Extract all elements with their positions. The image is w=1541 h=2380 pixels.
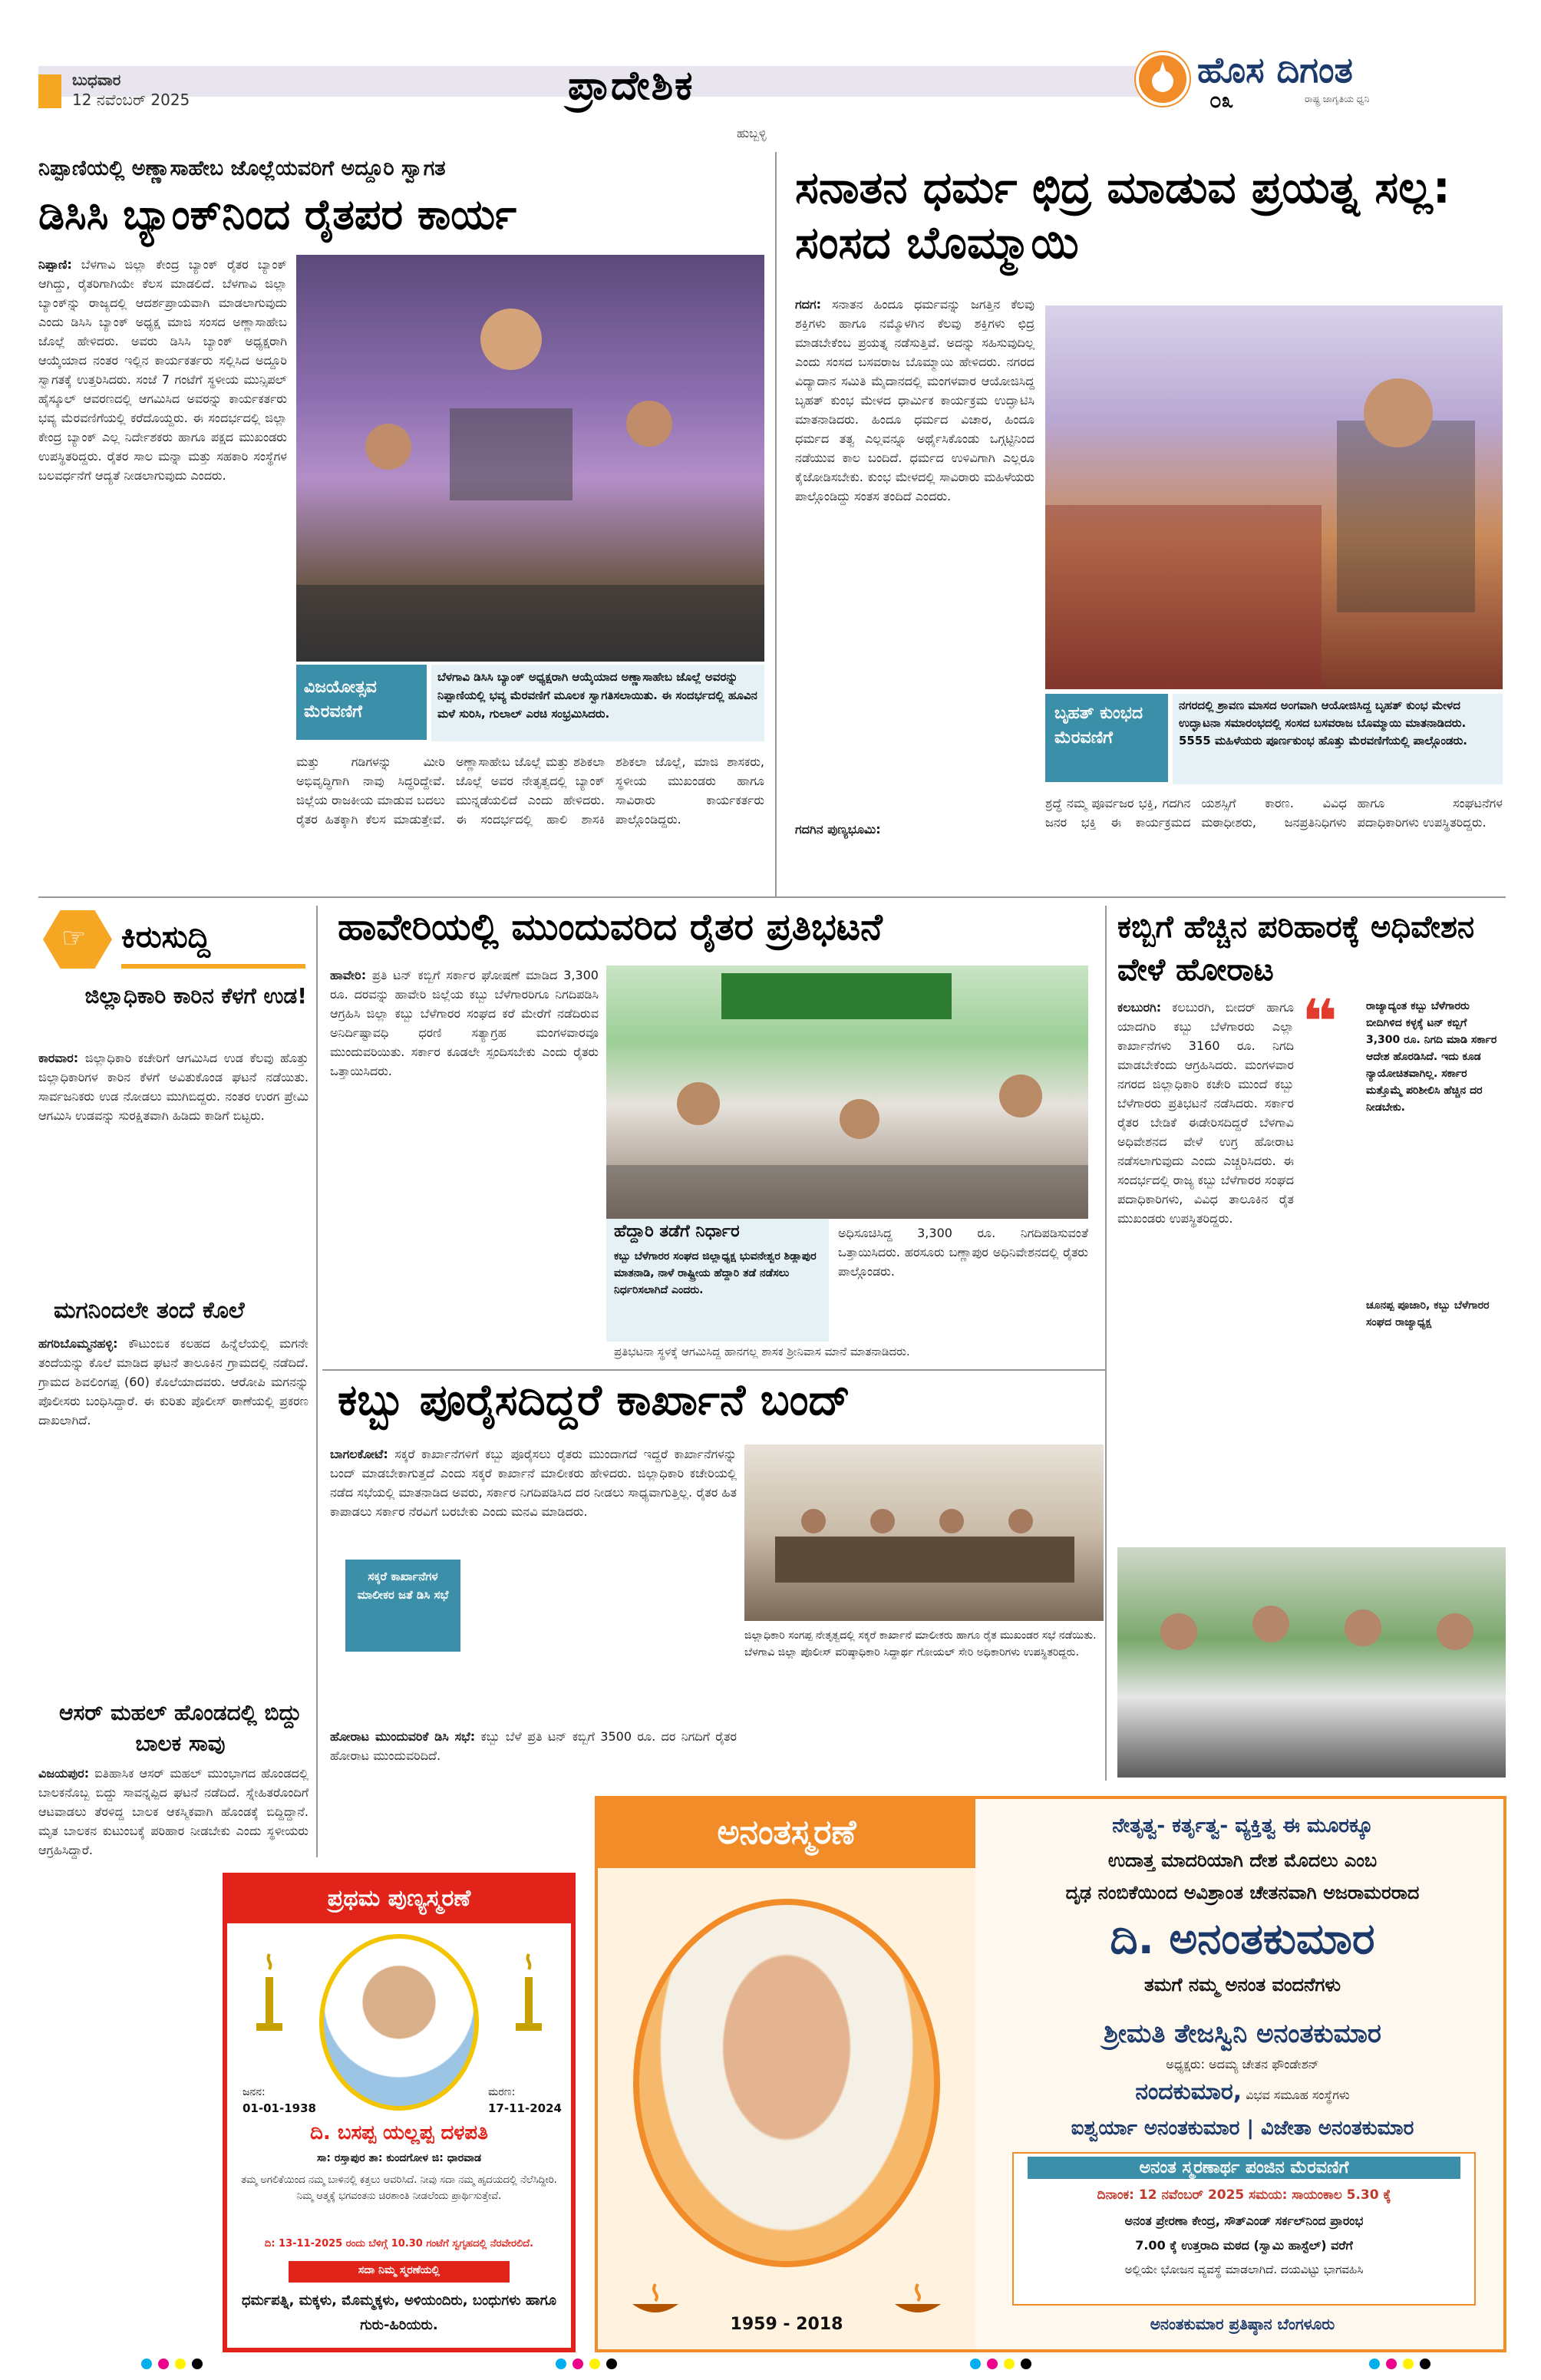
son-role: ವಿಭವ ಸಮೂಹ ಸಂಸ್ಥೆಗಳು <box>1246 2088 1350 2102</box>
died-date: 17-11-2024 <box>488 2101 562 2115</box>
story-bagalkot <box>322 1375 1105 1790</box>
event-place: ಅನಂತ ಪ್ರೇರಣಾ ಕೇಂದ್ರ, ಸೌತ್‌ಎಂಡ್ ಸರ್ಕಲ್‌ನಿಂದ ಪ್ರಾರಂಭ <box>1124 2213 1364 2228</box>
story-body-col2: ಅಧಿಸೂಚಿಸಿದ್ದ 3,300 ರೂ. ನಿಗದಿಪಡಿಸುವಂತೆ ಒತ್ತಾಯಿಸಿದರು. ಹರಸೂರು ಬಣ್ಣಾಪುರ ಅಧಿನಿವೇಶನದಲ್ಲಿ ರೈತರು ಪಾಲ್ಗೊಂಡರು. <box>838 1226 1088 1279</box>
son-label: ನಂದಕುಮಾರ, <box>1135 2078 1242 2105</box>
organizer: ಅನಂತಕುಮಾರ ಪ್ರತಿಷ್ಠಾನ ಬೆಂಗಳೂರು <box>1150 2315 1335 2333</box>
story-haveri <box>322 906 1097 1366</box>
kiru-title: ಕಿರುಸುದ್ದಿ <box>121 919 211 955</box>
ad-title: ಪ್ರಥಮ ಪುಣ್ಯಸ್ಮರಣೆ <box>327 1885 471 1912</box>
story-headline: ಕಬ್ಬು ಪೂರೈಸದಿದ್ದರೆ ಕಾರ್ಖಾನೆ ಬಂದ್ <box>338 1375 850 1425</box>
section-title: ಪ್ರಾದೇಶಿಕ <box>568 63 695 109</box>
color-dot <box>1021 2359 1031 2369</box>
brand-tagline: ರಾಷ್ಟ್ರ ಜಾಗೃತಿಯ ಧ್ವನಿ <box>1305 94 1370 104</box>
protest-photo <box>606 966 1088 1219</box>
photo-caption: ಜಿಲ್ಲಾಧಿಕಾರಿ ಸಂಗಪ್ಪ ನೇತೃತ್ವದಲ್ಲಿ ಸಕ್ಕರೆ ಕಾರ್ಖಾನೆ ಮಾಲೀಕರು ಹಾಗೂ ರೈತ ಮುಖಂಡರ ಸಭೆ ನಡೆಯಿತು. ಬೆಳಗಾವಿ ಜಿಲ್ಲಾ ಪೊಲೀಸ್ ವರಿಷ್ಠಾಧಿಕಾರಿ ಸಿದ್ದಾರ್ಥ ಗೋಯಲ್ ಸೇರಿ ಅಧಿಕಾರಿಗಳು ಉಪಸ್ಥಿತರಿದ್ದರು. <box>744 1629 1097 1659</box>
column-rule <box>316 906 318 1857</box>
brief-dateline: ವಿಜಯಪುರ: <box>38 1766 90 1781</box>
ad-event: ದಿ: 13-11-2025 ರಂದು ಬೆಳಿಗ್ಗೆ 10.30 ಗಂಟೆಗೆ ಸ್ವಗೃಹದಲ್ಲಿ ನೆರವೇರಲಿದೆ. <box>264 2238 534 2250</box>
header-divider <box>38 74 61 108</box>
color-dot <box>1004 2359 1015 2369</box>
photo-caption: ಬೆಳಗಾವಿ ಡಿಸಿಸಿ ಬ್ಯಾಂಕ್ ಅಧ್ಯಕ್ಷರಾಗಿ ಆಯ್ಕೆಯಾದ ಅಣ್ಣಾಸಾಹೇಬ ಜೊಲ್ಲೆ ಅವರನ್ನು ನಿಪ್ಪಾಣಿಯಲ್ಲಿ ಭವ್ಯ ಮೆರವಣಿಗೆ ಮೂಲಕ ಸ್ವಾಗತಿಸಲಾಯಿತು. ಈ ಸಂದರ್ಭದಲ್ಲಿ ಹೂವಿನ ಮಳೆ ಸುರಿಸಿ, ಗುಲಾಲ್ ಎರಚಿ ಸಂಭ್ರಮಿಸಿದರು. <box>431 665 764 741</box>
brief-headline: ಜಿಲ್ಲಾಧಿಕಾರಿ ಕಾರಿನ ಕೆಳಗೆ ಉಡ! <box>84 983 307 1008</box>
story-body: ಸನಾತನ ಹಿಂದೂ ಧರ್ಮವನ್ನು ಜಗತ್ತಿನ ಕೆಲವು ಶಕ್ತಿಗಳು ಹಾಗೂ ನಮ್ಮೊಳಗಿನ ಕೆಲವು ಶಕ್ತಿಗಳು ಛಿದ್ರ ಮಾಡಬೇಕೆಂಬ ಪ್ರಯತ್ನ ನಡೆಸುತ್ತಿವೆ. ಅದನ್ನು ಸಹಿಸುವುದಿಲ್ಲ ಎಂದು ಸಂಸದ ಬಸವರಾಜ ಬೊಮ್ಮಾಯಿ ಹೇಳಿದರು. ನಗರದ ವಿದ್ಯಾದಾನ ಸಮಿತಿ ಮೈದಾನದಲ್ಲಿ ಮಂಗಳವಾರ ಆಯೋಜಿಸಿದ್ದ ಬೃಹತ್ ಕುಂಭ ಮೇಳದ ಧಾರ್ಮಿಕ ಕಾರ್ಯಕ್ರಮ ಉದ್ಘಾಟಿಸಿ ಮಾತನಾಡಿದರು. ಹಿಂದೂ ಧರ್ಮದ ವಿಚಾರ, ಹಿಂದೂ ಧರ್ಮದ ತತ್ವ ಎಲ್ಲವನ್ನೂ ಅರ್ಥೈಸಿಕೊಂಡು ಒಗ್ಗಟ್ಟಿನಿಂದ ನಡೆಯುವ ಕಾಲ ಬಂದಿದೆ. ಧರ್ಮದ ಉಳಿವಿಗಾಗಿ ಎಲ್ಲರೂ ಕೈಜೋಡಿಸಬೇಕು. ಕುಂಭ ಮೇಳದಲ್ಲಿ ಸಾವಿರಾರು ಮಹಿಳೆಯರು ಪಾಲ್ಗೊಂಡಿದ್ದು ಸಂತಸ ತಂದಿದೆ ಎಂದರು. <box>795 297 1034 503</box>
photo-caption: ಕಬ್ಬು ಬೆಳೆಗಾರರ ಸಂಘದ ಜಿಲ್ಲಾಧ್ಯಕ್ಷ ಭುವನೇಶ್ವರ ಶಿಡ್ಲಾಪುರ ಮಾತನಾಡಿ, ನಾಳೆ ರಾಷ್ಟ್ರೀಯ ಹೆದ್ದಾರಿ ತಡೆ ನಡೆಸಲು ನಿರ್ಧರಿಸಲಾಗಿದೆ ಎಂದರು. <box>614 1250 817 1296</box>
section-rule <box>38 896 1506 898</box>
section-rule <box>322 1369 1105 1371</box>
story-body: ಕಲಬುರಗಿ, ಬೀದರ್ ಹಾಗೂ ಯಾದಗಿರಿ ಕಬ್ಬು ಬೆಳೆಗಾರರು ಎಲ್ಲಾ ಕಾರ್ಖಾನೆಗಳು 3160 ರೂ. ನಿಗದಿ ಮಾಡಬೇಕೆಂದು ಆಗ್ರಹಿಸಿದರು. ಮಂಗಳವಾರ ನಗರದ ಜಿಲ್ಲಾಧಿಕಾರಿ ಕಚೇರಿ ಮುಂದೆ ಕಬ್ಬು ಬೆಳೆಗಾರರು ಪ್ರತಿಭಟನೆ ನಡೆಸಿದರು. ಸರ್ಕಾರ ರೈತರ ಬೇಡಿಕೆ ಈಡೇರಿಸದಿದ್ದರೆ ಬೆಳಗಾವಿ ಅಧಿವೇಶನದ ವೇಳೆ ಉಗ್ರ ಹೋರಾಟ ನಡೆಸಲಾಗುವುದು ಎಂದು ಎಚ್ಚರಿಸಿದರು. ಈ ಸಂದರ್ಭದಲ್ಲಿ ರಾಜ್ಯ ಕಬ್ಬು ಬೆಳೆಗಾರರ ಸಂಘದ ಪದಾಧಿಕಾರಿಗಳು, ವಿವಿಧ ತಾಲೂಕಿನ ರೈತ ಮುಖಂಡರು ಉಪಸ್ಥಿತರಿದ್ದರು. <box>1117 1000 1294 1226</box>
son-name <box>982 2078 1503 2105</box>
caption-tag: ವಿಜಯೋತ್ಸವ ಮೆರವಣಿಗೆ <box>304 678 377 721</box>
brand-logo-icon <box>1136 52 1190 106</box>
story-extra <box>795 820 1034 896</box>
brief-body <box>38 1334 309 1695</box>
kiru-title-underline <box>121 964 305 969</box>
color-dot <box>158 2359 169 2369</box>
lamp-icon <box>250 1946 289 2038</box>
color-dot <box>987 2359 998 2369</box>
procession-photo <box>296 255 764 662</box>
portrait <box>319 1934 479 2111</box>
story-body: ಪ್ರತಿ ಟನ್ ಕಬ್ಬಿಗೆ ಸರ್ಕಾರ ಘೋಷಣೆ ಮಾಡಿದ 3,300 ರೂ. ದರವನ್ನು ಹಾವೇರಿ ಜಿಲ್ಲೆಯ ಕಬ್ಬು ಬೆಳೆಗಾರರಿಗೂ ನಿಗದಿಪಡಿಸಿ ಆಗ್ರಹಿಸಿ ಜಿಲ್ಲಾ ಕಬ್ಬು ಬೆಳೆಗಾರರ ಸಂಘದ ಕರೆ ಮೇರೆಗೆ ನಡೆದಿರುವ ಅನಿರ್ದಿಷ್ಟಾವಧಿ ಧರಣಿ ಸತ್ಯಾಗ್ರಹ ಮಂಗಳವಾರವೂ ಮುಂದುವರಿಯಿತು. ಸರ್ಕಾರ ಕೂಡಲೇ ಸ್ಪಂದಿಸಬೇಕು ಎಂದು ರೈತರು ಒತ್ತಾಯಿಸಿದರು. <box>330 968 599 1078</box>
wife-name: ಶ್ರೀಮತಿ ತೇಜಸ್ವಿನಿ ಅನಂತಕುಮಾರ <box>1104 2019 1381 2049</box>
color-dot <box>589 2359 600 2369</box>
years: 1959 - 2018 <box>730 2315 843 2334</box>
event-time: 7.00 ಕ್ಕೆ ಉತ್ತರಾದಿ ಮಠದ (ಸ್ವಾಮಿ ಹಾಸ್ಟೆಲ್) ವರೆಗೆ <box>1135 2238 1353 2253</box>
tribute-ad <box>595 1796 1506 2352</box>
brief-text: ಐತಿಹಾಸಿಕ ಆಸರ್ ಮಹಲ್ ಮುಂಭಾಗದ ಹೊಂಡದಲ್ಲಿ ಬಾಲಕನೊಬ್ಬ ಬಿದ್ದು ಸಾವನ್ನಪ್ಪಿದ ಘಟನೆ ನಡೆದಿದೆ. ಸ್ನೇಹಿತರೊಂದಿಗೆ ಆಟವಾಡಲು ತೆರಳಿದ್ದ ಬಾಲಕ ಆಕಸ್ಮಿಕವಾಗಿ ಹೊಂಡಕ್ಕೆ ಬಿದ್ದಿದ್ದಾನೆ. ಮೃತ ಬಾಲಕನ ಕುಟುಂಬಕ್ಕೆ ಪರಿಹಾರ ನೀಡಬೇಕು ಎಂದು ಸ್ಥಳೀಯರು ಆಗ್ರಹಿಸಿದ್ದಾರೆ. <box>38 1766 309 1857</box>
caption-tag: ಸಕ್ಕರೆ ಕಾರ್ಖಾನೆಗಳ ಮಾಲೀಕರ ಜತೆ ಡಿಸಿ ಸಭೆ <box>357 1570 449 1602</box>
tribute-line: ಉದಾತ್ತ ಮಾದರಿಯಾಗಿ ದೇಶ ಮೊದಲು ಎಂಬ <box>1107 1850 1378 1871</box>
story-body-col1 <box>795 295 1034 893</box>
wife-role: ಅಧ್ಯಕ್ಷರು: ಅದಮ್ಯ ಚೇತನ ಫೌಂಡೇಶನ್ <box>1166 2057 1319 2071</box>
extra-label: ಗದಗಿನ ಪುಣ್ಯಭೂಮಿ: <box>795 822 881 837</box>
story-dateline: ಹಾವೇರಿ: <box>330 968 367 982</box>
pointing-hand-icon: ☞ <box>61 923 87 954</box>
ad-family: ಧರ್ಮಪತ್ನಿ, ಮಕ್ಕಳು, ಮೊಮ್ಮಕ್ಕಳು, ಅಳಿಯಂದಿರು, ಬಂಧುಗಳು ಹಾಗೂ ಗುರು-ಹಿರಿಯರು. <box>242 2293 556 2333</box>
story-body-col2: ಮತ್ತು ಗಡಿಗಳನ್ನು ಮೀರಿ ಅಭಿವೃದ್ಧಿಗಾಗಿ ನಾವು ಸಿದ್ಧರಿದ್ದೇವೆ. ಜಿಲ್ಲೆಯ ರಾಜಕೀಯ ಮಾಡುವ ಬದಲು ರೈತರ ಹಿತಕ್ಕಾಗಿ ಕೆಲಸ ಮಾಡುತ್ತೇವೆ. ಅಣ್ಣಾಸಾಹೇಬ ಜೊಲ್ಲೆ ಮತ್ತು ಶಶಿಕಲಾ ಜೊಲ್ಲೆ ಅವರ ನೇತೃತ್ವದಲ್ಲಿ ಬ್ಯಾಂಕ್ ಮುನ್ನಡೆಯಲಿದೆ ಎಂದು ಹೇಳಿದರು. ಈ ಸಂದರ್ಭದಲ್ಲಿ ಹಾಲಿ ಶಾಸಕಿ ಶಶಿಕಲಾ ಜೊಲ್ಲೆ, ಮಾಜಿ ಶಾಸಕರು, ಸ್ಥಳೀಯ ಮುಖಂಡರು ಹಾಗೂ ಸಾವಿರಾರು ಕಾರ್ಯಕರ್ತರು ಪಾಲ್ಗೊಂಡಿದ್ದರು. <box>296 754 764 827</box>
color-dot <box>1403 2359 1414 2369</box>
header-city: ಹುಬ್ಬಳ್ಳಿ <box>737 126 767 140</box>
deceased-place: ಸಾ: ರಸ್ತಾಪುರ ತಾ: ಕುಂದಗೋಳ ಜಿ: ಧಾರವಾಡ <box>316 2152 482 2164</box>
brand-block <box>1136 49 1458 111</box>
photo-caption: ಪ್ರತಿಭಟನಾ ಸ್ಥಳಕ್ಕೆ ಆಗಮಿಸಿದ್ದ ಹಾನಗಲ್ಲ ಶಾಸಕ ಶ್ರೀನಿವಾಸ ಮಾನೆ ಮಾತನಾಡಿದರು. <box>614 1345 910 1358</box>
event-title: ಅನಂತ ಸ್ಮರಣಾರ್ಥ ಪಂಜಿನ ಮೆರವಣಿಗೆ <box>1028 2157 1460 2179</box>
meeting-photo <box>744 1444 1104 1621</box>
story-dateline: ಕಲಬುರಗಿ: <box>1117 1000 1162 1015</box>
page-number: ೦೩ <box>1209 87 1234 113</box>
story-dateline: ನಿಪ್ಪಾಣಿ: <box>38 257 72 272</box>
color-dot <box>192 2359 203 2369</box>
obituary-ad <box>223 1873 576 2352</box>
born-date: 01-01-1938 <box>243 2101 316 2115</box>
event-date: ದಿನಾಂಕ: 12 ನವೆಂಬರ್ 2025 ಸಮಯ: ಸಾಯಂಕಾಲ 5.30 ಕ್ಕೆ <box>1097 2187 1391 2203</box>
caption-head: ಹೆದ್ದಾರಿ ತಡೆಗೆ ನಿರ್ಧಾರ <box>614 1222 740 1241</box>
story-body-col2: ಶ್ರದ್ಧೆ ನಮ್ಮ ಪೂರ್ವಜರ ಭಕ್ತಿ, ಗದಗಿನ ಜನರ ಭಕ್ತಿ ಈ ಕಾರ್ಯಕ್ರಮದ ಯಶಸ್ಸಿಗೆ ಕಾರಣ. ವಿವಿಧ ಮಠಾಧೀಶರು, ಜನಪ್ರತಿನಿಧಿಗಳು ಹಾಗೂ ಸಂಘಟನೆಗಳ ಪದಾಧಿಕಾರಿಗಳು ಉಪಸ್ಥಿತರಿದ್ದರು. <box>1045 796 1503 830</box>
deceased-name: ದಿ. ಬಸಪ್ಪ ಯಲ್ಲಪ್ಪ ದಳಪತಿ <box>310 2121 488 2144</box>
column-rule <box>1105 906 1107 1781</box>
color-dot <box>1369 2359 1380 2369</box>
color-dot <box>573 2359 583 2369</box>
registration-marks <box>138 2358 206 2372</box>
color-dot <box>606 2359 617 2369</box>
brief-dateline: ಹಗರಿಬೊಮ್ಮನಹಳ್ಳಿ: <box>38 1336 118 1351</box>
registration-marks <box>1366 2358 1434 2372</box>
column-rule <box>775 152 777 896</box>
brief-headline: ಆಸರ್ ಮಹಲ್ ಹೊಂಡದಲ್ಲಿ ಬಿದ್ದು ಬಾಲಕ ಸಾವು <box>59 1700 302 1756</box>
brief-headline: ಮಗನಿಂದಲೇ ತಂದೆ ಕೊಲೆ <box>54 1297 245 1324</box>
brief-text: ಕೌಟುಂಬಿಕ ಕಲಹದ ಹಿನ್ನೆಲೆಯಲ್ಲಿ ಮಗನೇ ತಂದೆಯನ್ನು ಕೊಲೆ ಮಾಡಿದ ಘಟನೆ ತಾಲೂಕಿನ ಗ್ರಾಮದಲ್ಲಿ ನಡೆದಿದೆ. ಗ್ರಾಮದ ಶಿವಲಿಂಗಪ್ಪ (60) ಕೊಲೆಯಾದವರು. ಆರೋಪಿ ಮಗನನ್ನು ಪೊಲೀಸರು ಬಂಧಿಸಿದ್ದಾರೆ. ಈ ಕುರಿತು ಪೊಲೀಸ್ ಠಾಣೆಯಲ್ಲಿ ಪ್ರಕರಣ ದಾಖಲಾಗಿದೆ. <box>38 1336 309 1428</box>
story-body: ಸಕ್ಕರೆ ಕಾರ್ಖಾನೆಗಳಿಗೆ ಕಬ್ಬು ಪೂರೈಸಲು ರೈತರು ಮುಂದಾಗದೆ ಇದ್ದರೆ ಕಾರ್ಖಾನೆಗಳನ್ನು ಬಂದ್ ಮಾಡಬೇಕಾಗುತ್ತದೆ ಎಂದು ಸಕ್ಕರೆ ಕಾರ್ಖಾನೆ ಮಾಲೀಕರು ಹೇಳಿದರು. ಜಿಲ್ಲಾಧಿಕಾರಿ ಕಚೇರಿಯಲ್ಲಿ ನಡೆದ ಸಭೆಯಲ್ಲಿ ಮಾತನಾಡಿದ ಅವರು, ಸರ್ಕಾರ ನಿಗದಿಪಡಿಸಿದ ದರ ನೀಡಲು ಸಾಧ್ಯವಾಗುತ್ತಿಲ್ಲ. ರೈತರ ಹಿತ ಕಾಪಾಡಲು ಸರ್ಕಾರ ನೆರವಿಗೆ ಬರಬೇಕು ಎಂದು ಮನವಿ ಮಾಡಿದರು. <box>330 1447 737 1519</box>
brief-body <box>38 1048 309 1294</box>
header-day: ಬುಧವಾರ <box>72 71 121 89</box>
story-headline: ಕಬ್ಬಿಗೆ ಹೆಚ್ಚಿನ ಪರಿಹಾರಕ್ಕೆ ಅಧಿವೇಶನ ವೇಳೆ ಹೋರಾಟ <box>1117 909 1475 988</box>
header-date: 12 ನವೆಂಬರ್ 2025 <box>72 91 190 109</box>
lamp-icon <box>510 1946 548 2038</box>
tribute-line: ದೃಢ ನಂಬಿಕೆಯಿಂದ ಅವಿಶ್ರಾಂತ ಚೇತನವಾಗಿ ಅಜರಾಮರರಾದ <box>1065 1882 1420 1903</box>
story-dateline: ಬಾಗಲಕೋಟೆ: <box>330 1447 388 1461</box>
died-label: ಮರಣ: <box>488 2086 516 2098</box>
masthead <box>0 0 1541 140</box>
ad-wish: ಸದಾ ನಿಮ್ಮ ಸ್ಮರಣೆಯಲ್ಲಿ <box>358 2264 441 2276</box>
ad-title: ಅನಂತಸ್ಮರಣೆ <box>717 1813 856 1852</box>
story-headline: ಡಿಸಿಸಿ ಬ್ಯಾಂಕ್‌ನಿಂದ ರೈತಪರ ಕಾರ್ಯ <box>38 190 517 239</box>
brief-text: ಜಿಲ್ಲಾಧಿಕಾರಿ ಕಚೇರಿಗೆ ಆಗಮಿಸಿದ ಉಡ ಕೆಲವು ಹೊತ್ತು ಜಿಲ್ಲಾಧಿಕಾರಿಗಳ ಕಾರಿನ ಕೆಳಗೆ ಅವಿತುಕೊಂಡ ಘಟನೆ ನಡೆಯಿತು. ಸಾರ್ವಜನಿಕರು ಉಡ ನೋಡಲು ಮುಗಿಬಿದ್ದರು. ನಂತರ ಉರಗ ಪ್ರೇಮಿ ಆಗಮಿಸಿ ಉಡವನ್ನು ಸುರಕ್ಷಿತವಾಗಿ ಹಿಡಿದು ಕಾಡಿಗೆ ಬಿಟ್ಟರು. <box>38 1051 309 1123</box>
brand-name: ಹೊಸ ದಿಗಂತ <box>1197 49 1353 91</box>
kumbha-photo <box>1045 305 1503 689</box>
story-body-col1 <box>38 255 287 892</box>
quote-mark-icon: ❝ <box>1302 986 1338 1058</box>
extra-label: ಹೋರಾಟ ಮುಂದುವರಿಕೆ ಡಿಸಿ ಸಭೆ: <box>330 1729 476 1744</box>
color-dot <box>175 2359 186 2369</box>
color-dot <box>1420 2359 1430 2369</box>
color-dot <box>141 2359 152 2369</box>
color-dot <box>556 2359 566 2369</box>
registration-marks <box>553 2358 620 2372</box>
event-food: ಅಲ್ಲಿಯೇ ಭೋಜನ ವ್ಯವಸ್ಥೆ ಮಾಡಲಾಗಿದೆ. ದಯವಿಟ್ಟು ಭಾಗವಹಿಸಿ <box>1124 2263 1364 2276</box>
story-kicker: ನಿಪ್ಪಾಣಿಯಲ್ಲಿ ಅಣ್ಣಾಸಾಹೇಬ ಜೊಲ್ಲೆಯವರಿಗೆ ಅದ್ದೂರಿ ಸ್ವಾಗತ <box>38 157 446 180</box>
story-bommai <box>784 152 1506 900</box>
quote-attribution: ಚೂನಪ್ಪ ಪೂಜಾರಿ, ಕಬ್ಬು ಬೆಳೆಗಾರರ ಸಂಘದ ರಾಜ್ಯಾಧ್ಯಕ್ಷ <box>1366 1299 1490 1329</box>
rally-photo <box>1117 1547 1506 1778</box>
story-dateline: ಗದಗ: <box>795 297 822 312</box>
story-dcc-bank <box>38 152 771 900</box>
color-dot <box>970 2359 981 2369</box>
thanks-line: ತಮಗೆ ನಮ್ಮ ಅನಂತ ವಂದನೆಗಳು <box>1144 1974 1341 1995</box>
story-extra <box>330 1727 737 1788</box>
story-kalaburagi <box>1113 906 1506 1781</box>
photo-caption: ನಗರದಲ್ಲಿ ಶ್ರಾವಣ ಮಾಸದ ಅಂಗವಾಗಿ ಆಯೋಜಿಸಿದ್ದ ಬೃಹತ್ ಕುಂಭ ಮೇಳದ ಉದ್ಘಾಟನಾ ಸಮಾರಂಭದಲ್ಲಿ ಸಂಸದ ಬಸವರಾಜ ಬೊಮ್ಮಾಯಿ ಮಾತನಾಡಿದರು. 5555 ಮಹಿಳೆಯರು ಪೂರ್ಣಕುಂಭ ಹೊತ್ತು ಮೆರವಣಿಗೆಯಲ್ಲಿ ಪಾಲ್ಗೊಂಡರು. <box>1173 694 1503 784</box>
color-dot <box>1386 2359 1397 2369</box>
brief-dateline: ಕಾರವಾರ: <box>38 1051 79 1065</box>
extra-text: ಕಬ್ಬು ಬೆಳೆ ಪ್ರತಿ ಟನ್ ಕಬ್ಬಿಗೆ 3500 ರೂ. ದರ ನಿಗದಿಗೆ ರೈತರ ಹೋರಾಟ ಮುಂದುವರಿದಿದೆ. <box>330 1729 737 1763</box>
story-body: ಬೆಳಗಾವಿ ಜಿಲ್ಲಾ ಕೇಂದ್ರ ಬ್ಯಾಂಕ್ ರೈತರ ಬ್ಯಾಂಕ್ ಆಗಿದ್ದು, ರೈತರಿಗಾಗಿಯೇ ಕೆಲಸ ಮಾಡಲಿದೆ. ಬೆಳಗಾವಿ ಜಿಲ್ಲಾ ಬ್ಯಾಂಕ್‌ನ್ನು ರಾಜ್ಯದಲ್ಲಿ ಆದರ್ಶಪ್ರಾಯವಾಗಿ ಮಾಡಲಾಗುವುದು ಎಂದು ಡಿಸಿಸಿ ಬ್ಯಾಂಕ್ ಅಧ್ಯಕ್ಷ ಮಾಜಿ ಸಂಸದ ಅಣ್ಣಾಸಾಹೇಬ ಜೊಲ್ಲೆ ಹೇಳಿದರು. ಅವರು ಡಿಸಿಸಿ ಬ್ಯಾಂಕ್ ಅಧ್ಯಕ್ಷರಾಗಿ ಆಯ್ಕೆಯಾದ ನಂತರ ಇಲ್ಲಿನ ಕಾರ್ಯಕರ್ತರು ಸಲ್ಲಿಸಿದ ಅದ್ದೂರಿ ಸ್ವಾಗತಕ್ಕೆ ಉತ್ತರಿಸಿದರು. ಸಂಜೆ 7 ಗಂಟೆಗೆ ಸ್ಥಳೀಯ ಮುನ್ಸಿಪಲ್ ಹೈಸ್ಕೂಲ್ ಆವರಣದಲ್ಲಿ ಆಗಮಿಸಿದ ಅವರನ್ನು ಕಾರ್ಯಕರ್ತರು ಭವ್ಯ ಮೆರವಣಿಗೆಯಲ್ಲಿ ಕರೆದೊಯ್ದರು. ಈ ಸಂದರ್ಭದಲ್ಲಿ ಜಿಲ್ಲಾ ಕೇಂದ್ರ ಬ್ಯಾಂಕ್ ಎಲ್ಲ ನಿರ್ದೇಶಕರು ಹಾಗೂ ಪಕ್ಷದ ಮುಖಂಡರು ಉಪಸ್ಥಿತರಿದ್ದರು. ರೈತರ ಸಾಲ ಮನ್ನಾ ಮತ್ತು ಸಹಕಾರಿ ಸಂಸ್ಥೆಗಳ ಬಲವರ್ಧನೆಗೆ ಆದ್ಯತೆ ನೀಡಲಾಗುವುದು ಎಂದರು. <box>38 257 287 483</box>
story-headline: ಹಾವೇರಿಯಲ್ಲಿ ಮುಂದುವರಿದ ರೈತರ ಪ್ರತಿಭಟನೆ <box>338 906 883 949</box>
ad-text: ತಮ್ಮ ಅಗಲಿಕೆಯಿಂದ ನಮ್ಮ ಬಾಳಿನಲ್ಲಿ ಕತ್ತಲು ಆವರಿಸಿದೆ. ನೀವು ಸದಾ ನಮ್ಮ ಹೃದಯದಲ್ಲಿ ನೆಲೆಸಿದ್ದೀರಿ. ನಿಮ್ಮ ಆತ್ಮಕ್ಕೆ ಭಗವಂತನು ಚಿರಶಾಂತಿ ನೀಡಲೆಂದು ಪ್ರಾರ್ಥಿಸುತ್ತೇವೆ. <box>241 2174 557 2202</box>
daughters: ಐಶ್ವರ್ಯಾ ಅನಂತಕುಮಾರ | ವಿಜೇತಾ ಅನಂತಕುಮಾರ <box>1071 2117 1414 2140</box>
honoree-name: ದಿ. ಅನಂತಕುಮಾರ <box>1110 1914 1375 1964</box>
story-body-col1 <box>330 966 599 1380</box>
caption-tag: ಬೃಹತ್ ಕುಂಭದ ಮೆರವಣಿಗೆ <box>1054 704 1143 748</box>
story-headline: ಸನಾತನ ಧರ್ಮ ಛಿದ್ರ ಮಾಡುವ ಪ್ರಯತ್ನ ಸಲ್ಲ: ಸಂಸದ ಬೊಮ್ಮಾಯಿ <box>795 161 1450 269</box>
born-label: ಜನನ: <box>243 2086 266 2098</box>
pull-quote: ರಾಜ್ಯಾದ್ಯಂತ ಕಬ್ಬು ಬೆಳೆಗಾರರು ಬೀದಿಗಿಳಿದ ಕಳ್ಳಕ್ಕೆ ಟನ್ ಕಬ್ಬಿಗೆ 3,300 ರೂ. ನಿಗದಿ ಮಾಡಿ ಸರ್ಕಾರ ಆದೇಶ ಹೊರಡಿಸಿದೆ. ಇದು ಕೂಡ ನ್ಯಾಯೋಚಿತವಾಗಿಲ್ಲ. ಸರ್ಕಾರ ಮತ್ತೊಮ್ಮೆ ಪರಿಶೀಲಿಸಿ ಹೆಚ್ಚಿನ ದರ ನೀಡಬೇಕು. <box>1366 1000 1497 1114</box>
tribute-line: ನೇತೃತ್ವ- ಕರ್ತೃತ್ವ- ವ್ಯಕ್ತಿತ್ವ ಈ ಮೂರಕ್ಕೂ <box>1112 1814 1373 1837</box>
registration-marks <box>967 2358 1034 2372</box>
portrait <box>633 1899 940 2267</box>
